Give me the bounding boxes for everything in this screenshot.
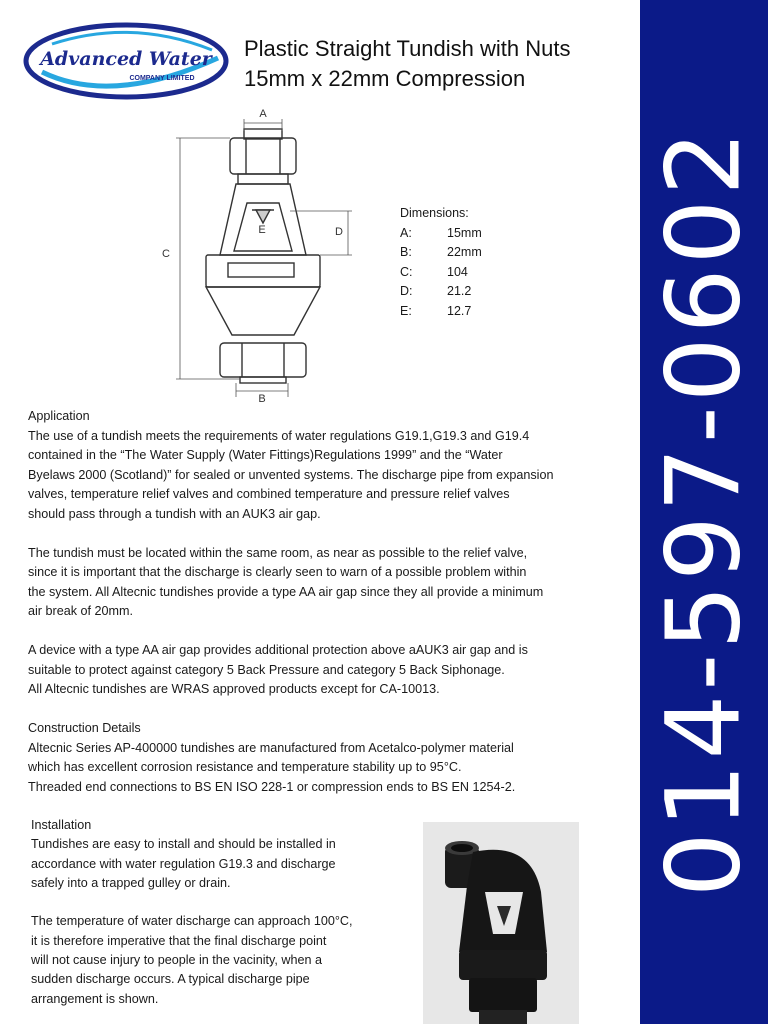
label-e: E [258,224,266,236]
application-paragraph-1: The use of a tundish meets the requirements of water regulations G19.1,G19.3 and G19.4 contained in the “The Water Supply (Water Fittings)Regulations 1999” and the “Water Byelaws 2000 (Scotland)” for sealed or unvented systems. The discharge pipe from expansion valves, temperature relief valves and combined temperature and pressure relief valves should pass through a tundish with an AUK3 air gap. [28,428,554,521]
logo-subtitle: COMPANY LIMITED [129,75,195,82]
dimension-key: A: [400,225,412,240]
application-paragraph-2: The tundish must be located within the same room, as near as possible to the relief valve, since it is important that the discharge is clearly seen to warn of a possible problem within the system. All Altecnic tundishes provide a type AA air gap since they all provide a minimum air break of 20mm. [28,545,544,618]
dimension-value: 15mm [447,225,482,240]
construction-paragraph: Altecnic Series AP-400000 tundishes are manufactured from Acetalco-polymer material which has excellent corrosion resistance and temperature stability up to 95°C. Threaded end connections to BS EN ISO 228-1 or compression ends to BS EN 1254-2. [28,740,516,794]
installation-section [31,816,391,1028]
product-title [244,34,570,94]
logo-name: Advanced Water [40,48,212,70]
tundish-drawing [150,105,365,407]
dimensions-list [400,204,482,321]
phone-sidebar [640,0,768,1024]
dimensions-heading: Dimensions: [400,206,469,220]
installation-paragraph-2: The temperature of water discharge can approach 100°C, it is therefore imperative that the final discharge point will not cause injury to people in the vacinity, when a sudden discharge occurs. A typical discharge pipe arrangement is shown. [31,914,353,1006]
dimension-row [400,282,482,302]
phone-number: 014-597-0602 [644,126,764,898]
construction-heading: Construction Details [28,721,141,735]
dimension-key: C: [400,264,413,279]
construction-section [28,719,628,797]
dimension-row [400,243,482,263]
dimension-key: D: [400,284,413,298]
application-paragraph-3: A device with a type AA air gap provides additional protection above aAUK3 air gap and is suitable to protect against category 5 Back Pressure and category 5 Back Siphonage. All Altecnic tundishes are WRAS approved products except for CA-10013. [28,643,528,696]
label-a: A [259,108,267,120]
dimension-value: 12.7 [447,303,472,318]
tundish-diagram [150,105,365,407]
installation-paragraph-1: Tundishes are easy to install and should be installed in accordance with water regulation G19.3 and discharge safely into a trapped gulley or drain. [31,837,336,890]
label-b: B [258,393,266,405]
logo-graphic [22,20,234,102]
label-d: D [335,226,343,238]
title-line-1: Plastic Straight Tundish with Nuts [244,36,571,61]
dimension-value: 104 [447,264,468,279]
body-text [28,407,628,817]
title-line-2: 15mm x 22mm Compression [244,66,526,91]
dimension-key: B: [400,245,412,259]
installation-block-1 [31,816,391,893]
dimension-row [400,263,482,283]
product-photo [423,822,579,1024]
label-c: C [162,248,170,260]
dimension-value: 22mm [447,245,482,259]
company-logo [22,20,234,102]
dimension-row [400,302,482,322]
tundish-photo-graphic [423,822,579,1024]
installation-heading: Installation [31,818,92,832]
application-heading: Application [28,409,90,423]
dimension-value: 21.2 [447,284,472,298]
application-section [28,407,628,524]
dimension-row [400,224,482,244]
dimension-key: E: [400,303,412,318]
